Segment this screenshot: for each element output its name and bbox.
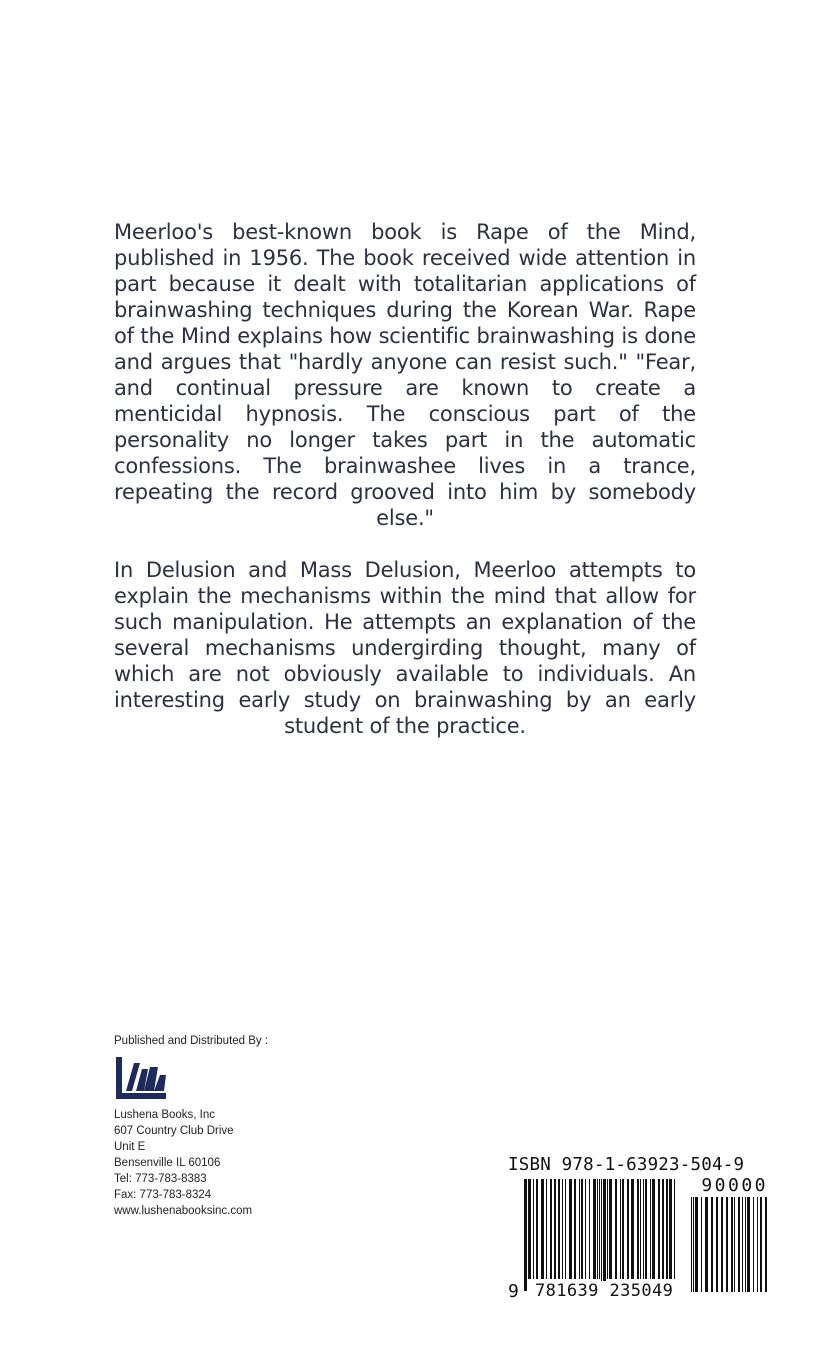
isbn-label: ISBN 978-1-63923-504-9	[508, 1155, 745, 1175]
barcode-bar	[536, 1179, 538, 1279]
barcode-bar	[711, 1197, 713, 1292]
barcode-bar	[734, 1197, 735, 1292]
publisher-name: Lushena Books, Inc	[114, 1109, 216, 1121]
publisher-city: Bensenville IL 60106	[114, 1157, 221, 1169]
barcode-bar	[528, 1179, 531, 1279]
blurb-paragraph-2: In Delusion and Mass Delusion, Meerloo attempts to explain the mechanisms within the mind that allow for such manipulation. He attempts an explanation of the several mechanisms undergirding thought, many of which are not obviously available to individuals. An interesting early study on brainwashing by an early student of the practice.	[114, 558, 696, 738]
barcode-bar	[622, 1179, 624, 1279]
barcode-bar	[593, 1179, 596, 1279]
ean-digits: 781639 235049	[535, 1281, 677, 1301]
barcode-bar	[721, 1197, 723, 1292]
barcode-bar	[589, 1179, 590, 1279]
barcode-bar	[550, 1179, 552, 1279]
barcode-bar	[597, 1179, 598, 1279]
barcode-bar	[607, 1179, 608, 1279]
publisher-website: www.lushenabooksinc.com	[114, 1205, 253, 1217]
barcode-bar	[658, 1179, 660, 1279]
barcode-bar	[666, 1179, 668, 1279]
barcode-bar	[609, 1179, 612, 1279]
barcode-bar	[643, 1179, 644, 1279]
barcode-bar	[731, 1197, 733, 1292]
barcode-bar	[760, 1197, 762, 1292]
barcode-bar	[738, 1197, 740, 1292]
publisher-address-2: Unit E	[114, 1141, 146, 1153]
barcode-bar	[640, 1179, 641, 1279]
barcode-bar	[753, 1197, 754, 1292]
barcode-bar	[693, 1197, 694, 1292]
barcode-bar	[652, 1179, 655, 1279]
barcode-bar	[603, 1179, 606, 1291]
barcode-bar	[615, 1179, 617, 1279]
barcode-bar	[620, 1179, 621, 1279]
isbn-barcode	[506, 1155, 768, 1305]
barcode-bar	[627, 1179, 629, 1279]
barcode-bar	[579, 1179, 580, 1279]
barcode-bar	[726, 1197, 728, 1292]
publisher-fax: Fax: 773-783-8324	[114, 1189, 212, 1201]
publisher-info	[114, 1033, 354, 1219]
barcode-bar	[645, 1179, 647, 1279]
barcode-bar	[757, 1197, 758, 1292]
barcode-bar	[558, 1179, 560, 1279]
barcode-bar	[765, 1197, 767, 1292]
barcode-bar	[541, 1179, 544, 1279]
barcode-bar	[637, 1179, 639, 1279]
barcode-bar	[533, 1179, 534, 1279]
ean-first-digit: 9	[508, 1281, 519, 1302]
barcode-bar	[745, 1197, 746, 1292]
barcode-bar	[524, 1179, 527, 1291]
barcode-bar	[599, 1179, 600, 1279]
barcode-bar	[669, 1179, 672, 1279]
barcode-bar	[546, 1179, 547, 1279]
barcode-bar	[701, 1197, 702, 1292]
ean13-bars	[524, 1179, 680, 1291]
blurb-paragraph-1: Meerloo's best-known book is Rape of the Mind, published in 1956. The book received wide attention in part because it dealt with totalitarian applications of brainwashing techniques during the Korean War. Rape of the Mind explains how scientific brainwashing is done and argues that "hardly anyone can resist such." "Fear, and continual pressure are known to create a menticidal hypnosis. The conscious part of the personality no longer takes part in the automatic confessions. The brainwashee lives in a trance, repeating the record grooved into him by somebody else."	[114, 220, 696, 530]
barcode-bar	[574, 1179, 576, 1279]
barcode-bar	[631, 1179, 634, 1279]
barcode-bar	[674, 1179, 675, 1279]
barcode-bar	[742, 1197, 743, 1292]
addon-bars	[691, 1197, 769, 1292]
barcode-bar	[581, 1179, 583, 1279]
publisher-address-1: 607 Country Club Drive	[114, 1125, 234, 1137]
barcode-bar	[554, 1179, 556, 1279]
barcode-bar	[562, 1179, 563, 1279]
price-code: 90000	[701, 1175, 768, 1196]
barcode-bar	[585, 1179, 586, 1279]
barcode-bar	[695, 1197, 698, 1292]
barcode-bar	[601, 1179, 602, 1291]
barcode-bar	[691, 1197, 692, 1292]
publisher-heading: Published and Distributed By :	[114, 1035, 269, 1047]
barcode-bar	[662, 1179, 664, 1279]
barcode-bar	[705, 1197, 708, 1292]
barcode-bar	[650, 1179, 651, 1279]
barcode-bar	[565, 1179, 566, 1279]
barcode-bar	[747, 1197, 750, 1292]
barcode-bar	[716, 1197, 718, 1292]
publisher-tel: Tel: 773-783-8383	[114, 1173, 207, 1185]
barcode-bar	[569, 1179, 572, 1279]
lushena-books-logo-icon	[114, 1055, 168, 1101]
